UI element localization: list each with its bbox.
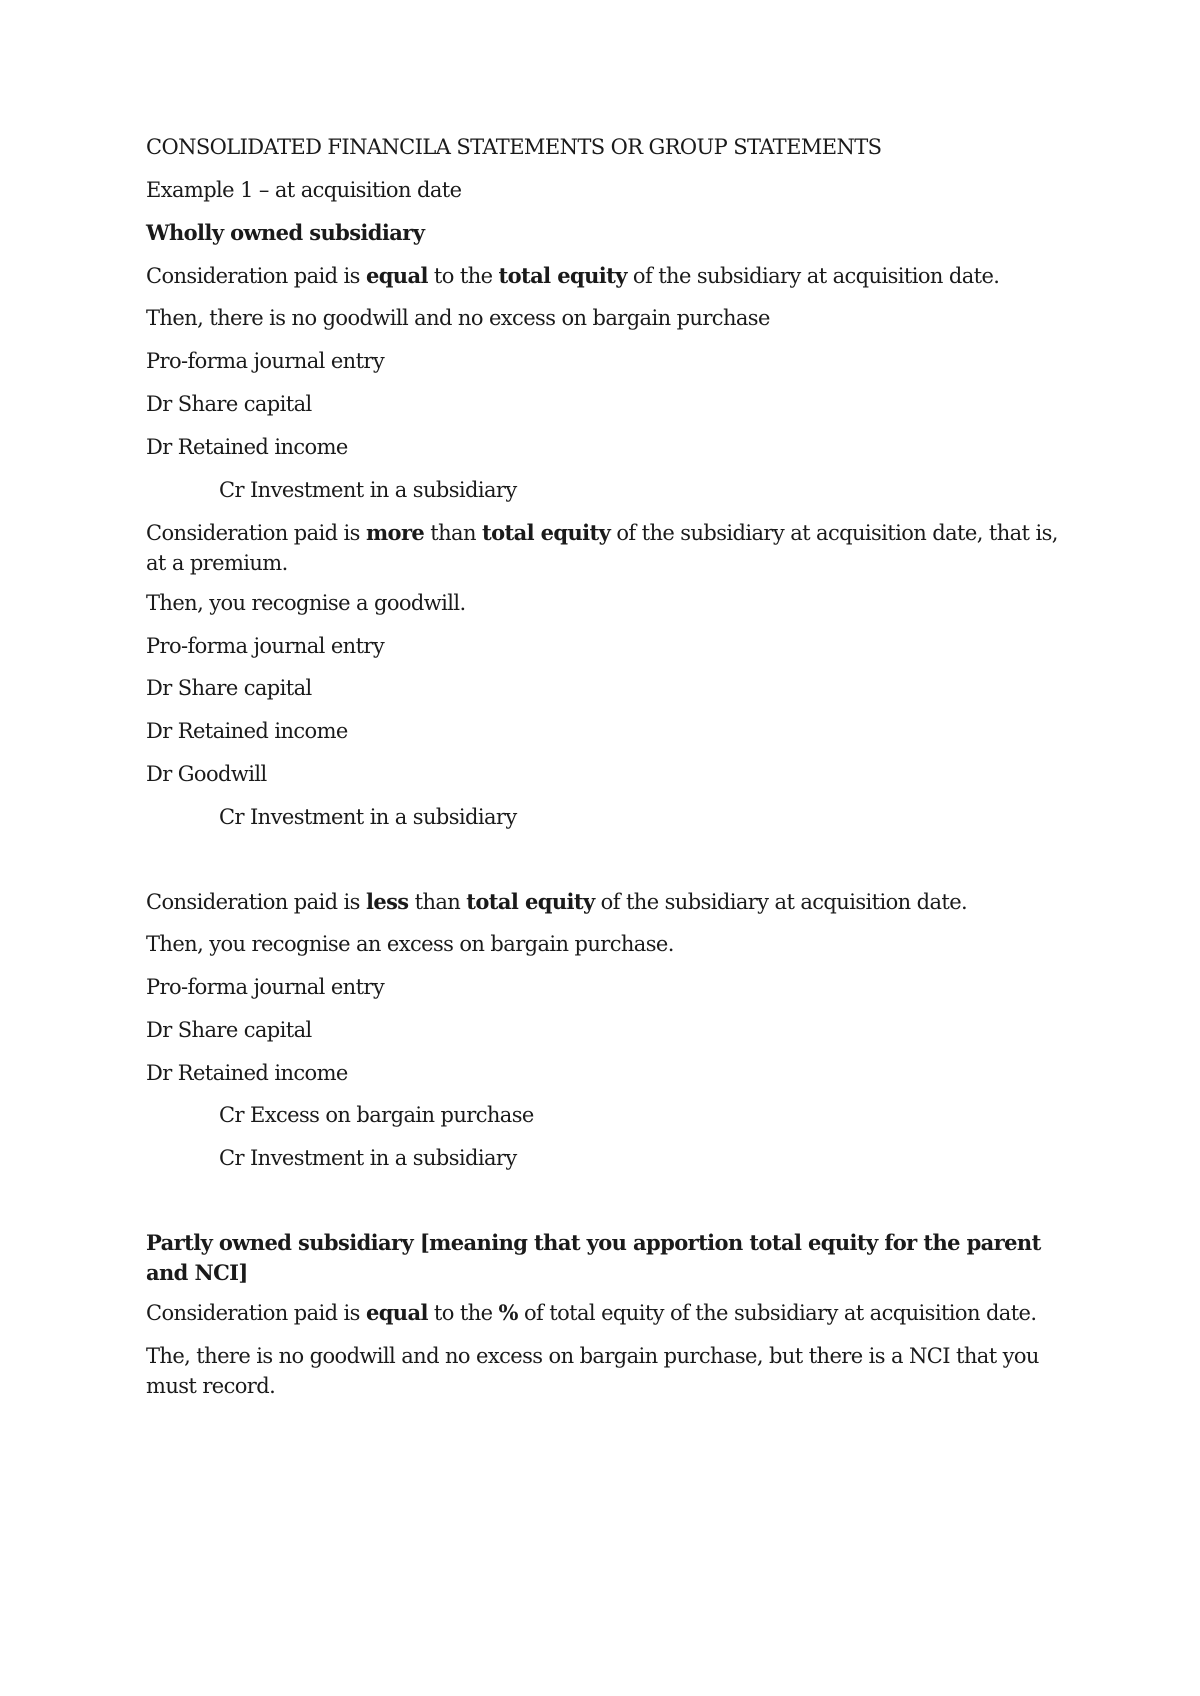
proforma-label: Pro-forma journal entry [146,634,385,658]
partly-owned-heading: Partly owned subsidiary [meaning that you apportion total equity for the parent and NCI] [146,1230,1041,1285]
journal-debit-line: Dr Retained income [146,1061,348,1085]
journal-debit-line: Dr Share capital [146,1018,312,1042]
document-title: CONSOLIDATED FINANCILA STATEMENTS OR GROUP STATEMENTS [146,135,882,159]
journal-debit-line: Dr Retained income [146,435,348,459]
wholly-less-paragraph: Consideration paid is less than total equity of the subsidiary at acquisition date. [146,889,968,914]
wholly-more-paragraph: Consideration paid is more than total equity of the subsidiary at acquisition date, that is, at a premium. [146,520,1058,575]
journal-credit-line: Cr Investment in a subsidiary [219,478,517,502]
example-heading: Example 1 – at acquisition date [146,178,462,202]
proforma-label: Pro-forma journal entry [146,349,385,373]
wholly-less-then: Then, you recognise an excess on bargain purchase. [146,932,674,956]
journal-credit-line: Cr Investment in a subsidiary [219,1146,517,1170]
partly-then-paragraph: The, there is no goodwill and no excess on bargain purchase, but there is a NCI that you must record. [146,1344,1039,1398]
journal-debit-line: Dr Retained income [146,719,348,743]
wholly-owned-heading: Wholly owned subsidiary [146,220,425,245]
journal-credit-line: Cr Excess on bargain purchase [219,1103,534,1127]
journal-debit-line: Dr Share capital [146,392,312,416]
journal-debit-line: Dr Goodwill [146,762,267,786]
journal-credit-line: Cr Investment in a subsidiary [219,805,517,829]
proforma-label: Pro-forma journal entry [146,975,385,999]
partly-equal-paragraph: Consideration paid is equal to the % of total equity of the subsidiary at acquisition date. [146,1300,1037,1325]
journal-debit-line: Dr Share capital [146,676,312,700]
wholly-equal-paragraph: Consideration paid is equal to the total equity of the subsidiary at acquisition date. [146,263,1000,288]
wholly-equal-then: Then, there is no goodwill and no excess on bargain purchase [146,306,770,330]
wholly-more-then: Then, you recognise a goodwill. [146,591,466,615]
